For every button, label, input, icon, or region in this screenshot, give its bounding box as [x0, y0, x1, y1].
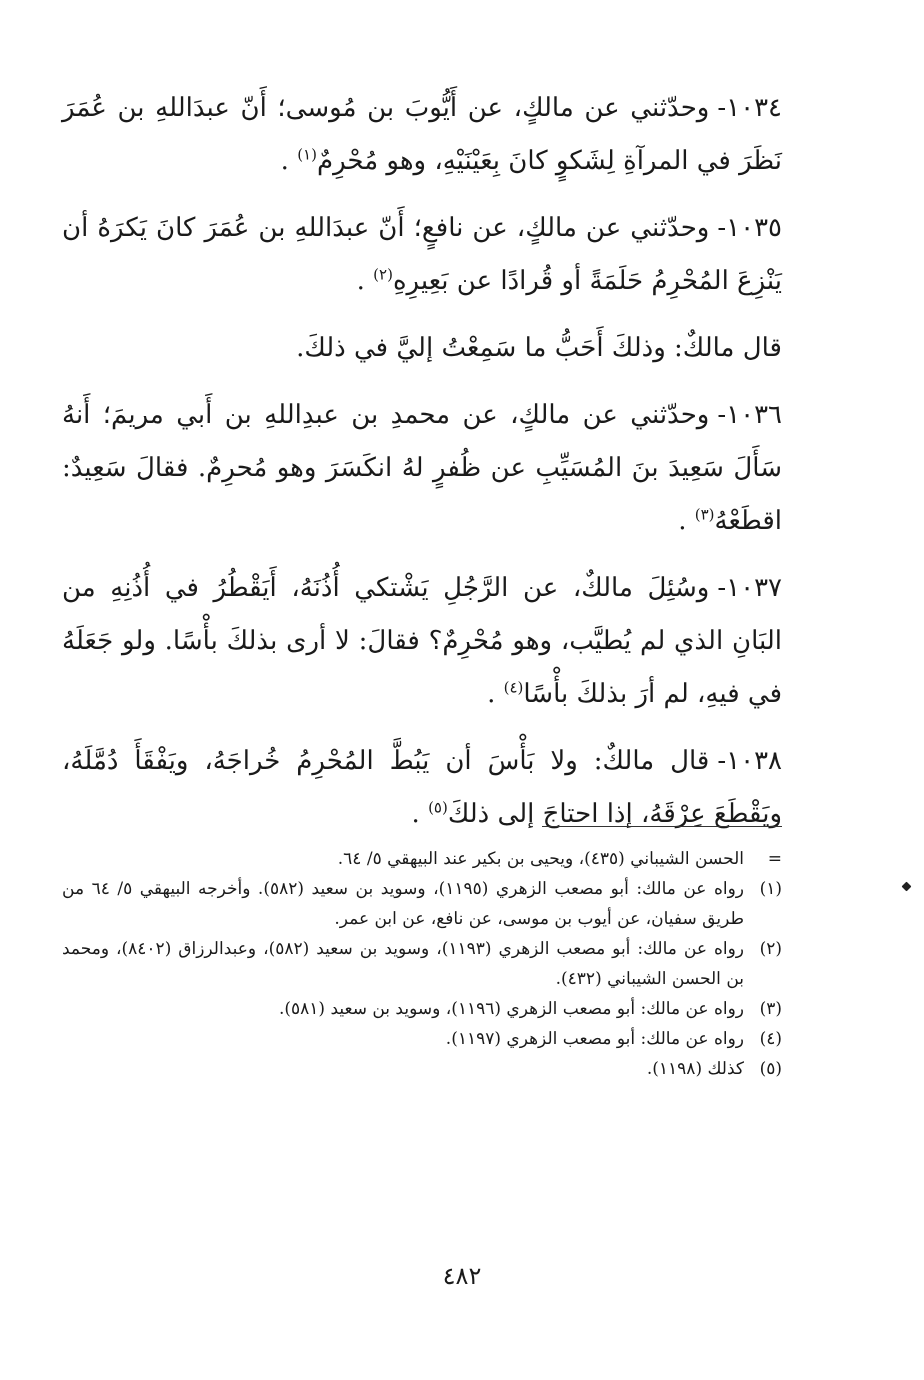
paragraph-text: وحدّثني عن مالكٍ، عن أَيُّوبَ بن مُوسى؛ أَنّ عبدَاللهِ بن عُمَرَ نَظَرَ في المرآةِ لِشَكوٍ كانَ بِعَيْنَيْهِ، وهو مُحْرِمٌ	[62, 93, 782, 176]
paragraph-end: .	[678, 506, 695, 536]
footnote-1	[62, 874, 782, 934]
paragraph-text: قال مالكٌ: وذلكَ أَحَبُّ ما سَمِعْتُ إليَّ في ذلكَ.	[296, 333, 782, 363]
entry-number: ١٠٣٦-	[717, 400, 782, 430]
paragraph-text: وحدّثني عن مالكٍ، عن نافعٍ؛ أَنّ عبدَاللهِ بن عُمَرَ كانَ يَكرَهُ أن يَنْزِعَ المُحْرِمُ حَلَمَةً أو قُرادًا عن بَعِيرِهِ	[62, 213, 782, 296]
footnote-text: الحسن الشيباني (٤٣٥)، ويحيى بن بكير عند البيهقي ٥/ ٦٤.	[337, 849, 744, 869]
footnotes	[62, 844, 782, 1084]
footnote-marker: (٢)	[759, 939, 782, 959]
paragraph-1034	[62, 82, 782, 188]
margin-mark	[902, 882, 912, 892]
footnote-text: كذلك (١١٩٨).	[646, 1059, 744, 1079]
footnote-text: رواه عن مالك: أبو مصعب الزهري (١١٩٥)، وسويد بن سعيد (٥٨٢). وأخرجه البيهقي ٥/ ٦٤ من طريق سفيان، عن أيوب بن موسى، عن نافع، عن ابن عمر.	[62, 879, 744, 929]
footnote-text: رواه عن مالك: أبو مصعب الزهري (١١٩٧).	[445, 1029, 744, 1049]
footnote-marker: (٤)	[759, 1029, 782, 1049]
paragraph-end: .	[280, 146, 298, 176]
footnote-marker: (٥)	[759, 1059, 782, 1079]
entry-number: ١٠٣٥-	[717, 213, 782, 243]
footnote-marker: (١)	[759, 879, 782, 899]
footnote-3	[62, 994, 782, 1024]
footnote-4	[62, 1024, 782, 1054]
entry-number: ١٠٣٤-	[717, 93, 782, 123]
footnote-ref: (٤)	[503, 678, 524, 697]
paragraph-text: وسُئِلَ مالكٌ، عن الرَّجُلِ يَشْتكي أُذُنَهُ، أَيَقْطُرُ في أُذُنِهِ من البَانِ الذي لم يُطيَّب، وهو مُحْرِمٌ؟ فقالَ: لا أرى بذلكَ بأْسًا. ولو جَعَلَهُ في فيهِ، لم أرَ بذلكَ بأْسًا	[62, 573, 782, 709]
footnote-ref: (٢)	[373, 265, 393, 284]
paragraph-end: .	[411, 799, 429, 829]
main-text	[62, 82, 782, 855]
footnote-text: رواه عن مالك: أبو مصعب الزهري (١١٩٦)، وسويد بن سعيد (٥٨١).	[278, 999, 744, 1019]
footnote-text: رواه عن مالك: أبو مصعب الزهري (١١٩٣)، وسويد بن سعيد (٥٨٢)، وعبدالرزاق (٨٤٠٢)، ومحمد بن الحسن الشيباني (٤٣٢).	[62, 939, 744, 989]
footnote-ref: (١)	[297, 145, 317, 164]
paragraph-malik-comment	[62, 322, 782, 375]
footnote-marker: =	[767, 849, 782, 869]
paragraph-1037	[62, 562, 782, 721]
paragraph-1035	[62, 202, 782, 308]
paragraph-end: .	[356, 266, 374, 296]
paragraph-end: .	[487, 679, 504, 709]
footnote-5	[62, 1054, 782, 1084]
paragraph-text: وحدّثني عن مالكٍ، عن محمدِ بن عبدِاللهِ بن أَبي مريمَ؛ أَنهُ سَأَلَ سَعِيدَ بنَ المُسَيِّبِ عن ظُفرٍ لهُ انكَسَرَ وهو مُحرِمٌ. فقالَ سَعِيدٌ: اقطَعْهُ	[62, 400, 782, 536]
entry-number: ١٠٣٨-	[717, 746, 782, 776]
entry-number: ١٠٣٧-	[717, 573, 782, 603]
footnote-ref: (٥)	[428, 798, 448, 817]
footnote-ref: (٣)	[694, 505, 715, 524]
footnote-marker: (٣)	[759, 999, 782, 1019]
paragraph-1036	[62, 389, 782, 548]
footnote-continuation	[62, 844, 782, 874]
footnote-2	[62, 934, 782, 994]
footnote-separator	[542, 826, 782, 827]
paragraph-text: قال مالكٌ: ولا بَأْسَ أن يَبُطَّ المُحْرِمُ خُراجَهُ، ويَفْقَأَ دُمَّلَهُ، ويَقْطَعَ عِرْقَهُ، إذا احتاجَ إلى ذلكَ	[62, 746, 782, 829]
page-number: ٤٨٢	[442, 1262, 482, 1290]
